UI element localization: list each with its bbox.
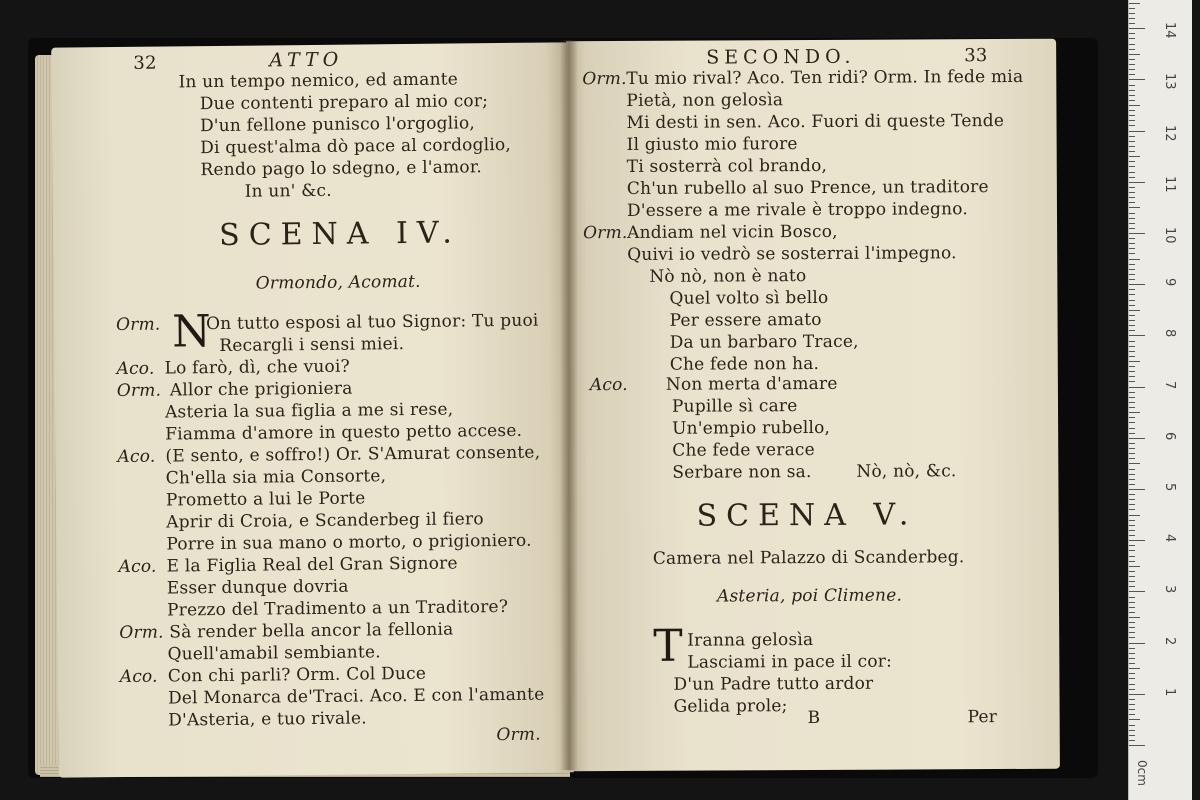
ruler-tick [1129, 412, 1140, 413]
ruler-tick [1129, 417, 1135, 418]
ruler-number: 1 [1162, 687, 1177, 697]
ruler-number: 8 [1162, 329, 1177, 338]
ruler-tick [1129, 346, 1135, 347]
aria-line: Gelida prole; [673, 696, 788, 717]
dialogue-line: Esser dunque dovria [166, 576, 349, 599]
ruler-tick [1129, 85, 1135, 86]
ruler-tick [1129, 151, 1135, 152]
ruler-tick [1129, 663, 1135, 664]
ruler-tick [1129, 330, 1135, 331]
ruler-tick [1129, 243, 1135, 244]
ruler-tick [1129, 95, 1135, 96]
ruler-tick [1129, 320, 1135, 321]
ruler-tick [1129, 274, 1135, 275]
ruler-tick [1129, 146, 1135, 147]
ruler-tick [1129, 648, 1135, 649]
ruler-tick [1129, 392, 1135, 393]
ruler-tick [1129, 44, 1135, 45]
speaker-tag: Aco. [116, 358, 155, 380]
book-gutter [560, 40, 578, 770]
ruler-tick [1129, 653, 1135, 654]
ruler-tick [1129, 335, 1145, 336]
left-running-head: ATTO [269, 48, 344, 72]
ruler-tick [1129, 535, 1135, 536]
ruler-tick [1129, 422, 1135, 423]
aria-line: Nò nò, non è nato [649, 266, 807, 287]
dialogue-line: Ch'un rubello al suo Prence, un traditore [626, 177, 989, 199]
ruler-tick [1129, 407, 1135, 408]
ruler-tick [1129, 136, 1135, 137]
ruler-number: 12 [1162, 124, 1177, 142]
speaker-tag: Orm. [119, 622, 164, 644]
dialogue-line: Lo farò, dì, che vuoi? [164, 356, 350, 379]
scene-title: SCENA IV. [218, 215, 462, 253]
ruler-tick [1129, 550, 1135, 551]
ruler-tick [1129, 90, 1135, 91]
ruler-tick [1129, 141, 1135, 142]
ruler-tick [1129, 182, 1145, 183]
ruler-tick [1129, 397, 1135, 398]
ruler-tick [1129, 479, 1135, 480]
ruler-tick [1129, 643, 1145, 644]
ruler-tick [1129, 228, 1135, 229]
aria-line: D'un Padre tutto ardor [673, 673, 874, 695]
ruler-tick [1129, 509, 1135, 510]
ruler-tick [1129, 3, 1140, 4]
ruler-tick [1129, 735, 1135, 736]
drop-cap: T [653, 620, 683, 672]
ruler-tick [1129, 694, 1145, 695]
speaker-tag: Orm. [582, 68, 627, 90]
ruler-tick [1129, 489, 1145, 490]
ruler-tick [1129, 207, 1140, 208]
ruler-tick [1129, 709, 1135, 710]
dialogue-line: Ti sosterrà col brando, [626, 155, 828, 177]
ruler-tick [1129, 259, 1140, 260]
ruler-tick [1129, 658, 1135, 659]
ruler-tick [1129, 305, 1135, 306]
ruler-tick [1129, 387, 1145, 388]
ruler-tick [1129, 617, 1140, 618]
ruler-tick [1129, 463, 1140, 464]
ruler-tick [1129, 668, 1140, 669]
ruler-tick [1129, 530, 1135, 531]
ruler-tick [1129, 381, 1135, 382]
ruler-tick [1129, 310, 1140, 311]
ruler-tick [1129, 223, 1135, 224]
ruler-tick [1129, 238, 1135, 239]
ruler-tick [1129, 597, 1135, 598]
ruler-tick [1129, 264, 1135, 265]
dialogue-line: Il giusto mio furore [626, 134, 798, 155]
aria-line: Che fede verace [672, 439, 815, 461]
catchword: Per [967, 707, 998, 728]
aria-line: Serbare non sa. [672, 462, 812, 483]
ruler-tick [1129, 469, 1135, 470]
ruler-tick [1129, 38, 1135, 39]
ruler-tick [1129, 115, 1135, 116]
ruler-tick [1129, 545, 1135, 546]
ruler-tick [1129, 622, 1135, 623]
ruler-tick [1129, 59, 1135, 60]
ruler-tick [1129, 571, 1135, 572]
ruler-tick [1129, 23, 1135, 24]
ruler-tick [1129, 433, 1135, 434]
ruler-tick [1129, 540, 1145, 541]
ruler-tick [1129, 69, 1135, 70]
ruler-tick [1129, 458, 1135, 459]
ruler-tick [1129, 499, 1135, 500]
ruler-tick [1129, 725, 1135, 726]
speaker-tag: Orm. [583, 222, 628, 244]
ruler-tick [1129, 197, 1135, 198]
ruler-tick [1129, 520, 1135, 521]
right-page-number: 33 [964, 45, 988, 67]
ruler-tick [1129, 218, 1135, 219]
ruler-tick [1129, 428, 1135, 429]
dialogue-line: (E sento, e soffro!) Or. S'Amurat consente, [165, 442, 541, 467]
ruler-tick [1129, 438, 1145, 439]
ruler-tick [1129, 172, 1135, 173]
ruler-tick [1129, 602, 1135, 603]
aria-line: Di quest'alma dò pace al cordoglio, [200, 134, 512, 159]
ruler-tick [1129, 371, 1135, 372]
ruler-tick [1129, 315, 1135, 316]
ruler-tick [1129, 673, 1135, 674]
dialogue-line: Del Monarca de'Traci. Aco. E con l'amante [167, 684, 545, 709]
ruler-tick [1129, 120, 1135, 121]
speaker-tag: Aco. [117, 446, 156, 468]
dialogue-line: Asteria la sua figlia a me si rese, [164, 399, 454, 423]
ruler-tick [1129, 515, 1140, 516]
ruler-number: 9 [1162, 278, 1177, 287]
dialogue-line: Sà render bella ancor la fellonia [169, 619, 454, 643]
ruler-tick [1129, 576, 1135, 577]
dialogue-line: E la Figlia Real del Gran Signore [166, 553, 458, 577]
ruler-tick [1129, 8, 1135, 9]
ruler-tick [1129, 284, 1145, 285]
ruler-tick [1129, 566, 1140, 567]
ruler-tick [1129, 504, 1135, 505]
dialogue-line: Porre in sua mano o morto, o prigioniero. [166, 530, 532, 555]
ruler-tick [1129, 745, 1145, 746]
right-running-head: SECONDO. [706, 45, 856, 69]
ruler-tick [1129, 105, 1140, 106]
ruler-tick [1129, 28, 1145, 29]
dialogue-line: Quivi io vedrò se sosterrai l'impegno. [627, 243, 957, 265]
ruler-tick [1129, 627, 1135, 628]
ruler-number: 2 [1162, 636, 1177, 645]
ruler-tick [1129, 356, 1135, 357]
ruler-tick [1129, 730, 1135, 731]
ruler-tick [1129, 54, 1140, 55]
speaker-tag: Orm. [116, 380, 162, 402]
ruler-tick [1129, 289, 1135, 290]
dialogue-line: Pietà, non gelosìa [626, 90, 784, 111]
ruler-number: 10 [1162, 227, 1177, 244]
ruler-tick [1129, 586, 1135, 587]
ruler-number: 14 [1162, 22, 1177, 39]
dialogue-line: Mi desti in sen. Aco. Fuori di queste Tende [626, 110, 1005, 133]
ruler-tick [1129, 74, 1135, 75]
drop-cap: N [171, 306, 211, 358]
ruler-tick [1129, 213, 1135, 214]
ruler-tick [1129, 177, 1135, 178]
ruler-number: 13 [1162, 73, 1177, 90]
speaker-tag: Aco. [589, 374, 628, 396]
ruler-tick [1129, 525, 1135, 526]
ruler-tick [1129, 131, 1145, 132]
ruler-tick [1129, 253, 1135, 254]
ruler-tick [1129, 612, 1135, 613]
ruler-tick [1129, 49, 1135, 50]
ruler-number: 4 [1162, 534, 1177, 543]
ruler-tick [1129, 325, 1135, 326]
ruler-tick [1129, 684, 1135, 685]
ruler-tick [1129, 494, 1135, 495]
scene-characters: Asteria, poi Climene. [716, 585, 903, 607]
aria-line: Per essere amato [669, 309, 822, 331]
speaker-tag: Aco. [118, 556, 157, 578]
aria-line: Lasciami in pace il cor: [687, 651, 893, 673]
ruler-number: 5 [1162, 483, 1177, 492]
aria-line: Che fede non ha. [669, 353, 820, 375]
left-page-number: 32 [133, 52, 157, 74]
ruler-tick [1129, 248, 1135, 249]
right-page [566, 39, 1060, 772]
ruler-tick [1129, 202, 1135, 203]
ruler-number: 3 [1162, 585, 1177, 594]
ruler-number: 6 [1162, 431, 1177, 441]
ruler-tick [1129, 269, 1135, 270]
scene-setting: Camera nel Palazzo di Scanderbeg. [652, 547, 965, 569]
ruler-tick [1129, 33, 1135, 34]
ruler-number: 11 [1162, 175, 1177, 193]
dialogue-line: D'Asteria, e tuo rivale. [168, 708, 367, 731]
ruler-tick [1129, 581, 1135, 582]
ruler-unit: 0cm [1135, 760, 1149, 786]
aria-line: In un tempo nemico, ed amante [178, 69, 459, 93]
ruler-tick [1129, 699, 1135, 700]
dialogue-line: Prezzo del Tradimento a un Traditore? [166, 596, 509, 621]
speaker-tag: Orm. [115, 314, 161, 336]
dialogue-line: Con chi parli? Orm. Col Duce [167, 663, 427, 687]
ruler-tick [1129, 192, 1135, 193]
ruler-tick [1129, 740, 1135, 741]
aria-line: Quel volto sì bello [669, 287, 829, 309]
ruler-tick [1129, 110, 1135, 111]
left-page [51, 42, 574, 777]
ruler-number: 7 [1162, 380, 1177, 389]
scene-characters: Ormondo, Acomat. [255, 271, 421, 294]
ruler-tick [1129, 637, 1135, 638]
ruler-tick [1129, 448, 1135, 449]
dialogue-line: Prometto a lui le Porte [165, 488, 366, 511]
ruler-tick [1129, 556, 1135, 557]
ruler-tick [1129, 443, 1135, 444]
dialogue-line: Recargli i sensi miei. [219, 334, 405, 356]
signature-mark: B [807, 707, 821, 729]
dialogue-line: On tutto esposi al tuo Signor: Tu puoi [205, 310, 539, 335]
dialogue-line: Quell'amabil sembiante. [167, 642, 381, 665]
dialogue-line: Fiamma d'amore in questo petto accese. [165, 420, 523, 445]
ruler-tick [1129, 233, 1145, 234]
dialogue-line: Tu mio rival? Aco. Ten ridi? Orm. In fede mia [626, 66, 1024, 89]
ruler-tick [1129, 402, 1135, 403]
ruler-tick [1129, 300, 1135, 301]
scene-title: SCENA V. [696, 497, 918, 534]
measuring-ruler [1128, 0, 1192, 800]
speaker-tag: Aco. [119, 666, 158, 688]
aria-line: Due contenti preparo al mio cor; [199, 91, 489, 115]
ruler-tick [1129, 632, 1135, 633]
ruler-tick [1129, 79, 1145, 80]
ruler-tick [1129, 341, 1135, 342]
aria-line: Non merta d'amare [665, 373, 838, 395]
da-capo: In un' &c. [244, 180, 332, 202]
ruler-tick [1129, 453, 1135, 454]
ruler-tick [1129, 125, 1135, 126]
aria-line: Da un barbaro Trace, [669, 331, 859, 353]
ruler-tick [1129, 279, 1135, 280]
dialogue-line: Aprir di Croia, e Scanderbeg il fiero [166, 509, 484, 533]
ruler-tick [1129, 719, 1140, 720]
ruler-tick [1129, 366, 1135, 367]
aria-line: D'un fellone punisco l'orgoglio, [199, 113, 476, 137]
ruler-tick [1129, 484, 1135, 485]
dialogue-line: Allor che prigioniera [169, 378, 353, 401]
ruler-tick [1129, 18, 1135, 19]
ruler-tick [1129, 100, 1135, 101]
dialogue-line: Ch'ella sia mia Consorte, [165, 466, 387, 489]
ruler-tick [1129, 591, 1145, 592]
ruler-tick [1129, 714, 1135, 715]
ruler-tick [1129, 561, 1135, 562]
catchword: Orm. [496, 724, 541, 746]
ruler-tick [1129, 64, 1135, 65]
ruler-tick [1129, 294, 1135, 295]
ruler-tick [1129, 678, 1135, 679]
aria-line: Un'empio rubello, [672, 417, 831, 439]
ruler-tick [1129, 351, 1135, 352]
ruler-tick [1129, 689, 1135, 690]
ruler-tick [1129, 607, 1135, 608]
ruler-tick [1129, 704, 1135, 705]
dialogue-line: D'essere a me rivale è troppo indegno. [626, 199, 968, 221]
ruler-tick [1129, 13, 1135, 14]
dialogue-line: Andiam nel vicin Bosco, [627, 221, 838, 243]
ruler-tick [1129, 376, 1135, 377]
ruler-tick [1129, 361, 1140, 362]
aria-line: Iranna gelosìa [687, 630, 814, 651]
ruler-tick [1129, 161, 1135, 162]
ruler-tick [1129, 474, 1135, 475]
aria-line: Rendo pago lo sdegno, e l'amor. [200, 157, 482, 181]
aria-line: Pupille sì care [671, 396, 798, 417]
da-capo: Nò, nò, &c. [856, 461, 957, 482]
ruler-tick [1129, 187, 1135, 188]
ruler-tick [1129, 156, 1140, 157]
ruler-tick [1129, 166, 1135, 167]
